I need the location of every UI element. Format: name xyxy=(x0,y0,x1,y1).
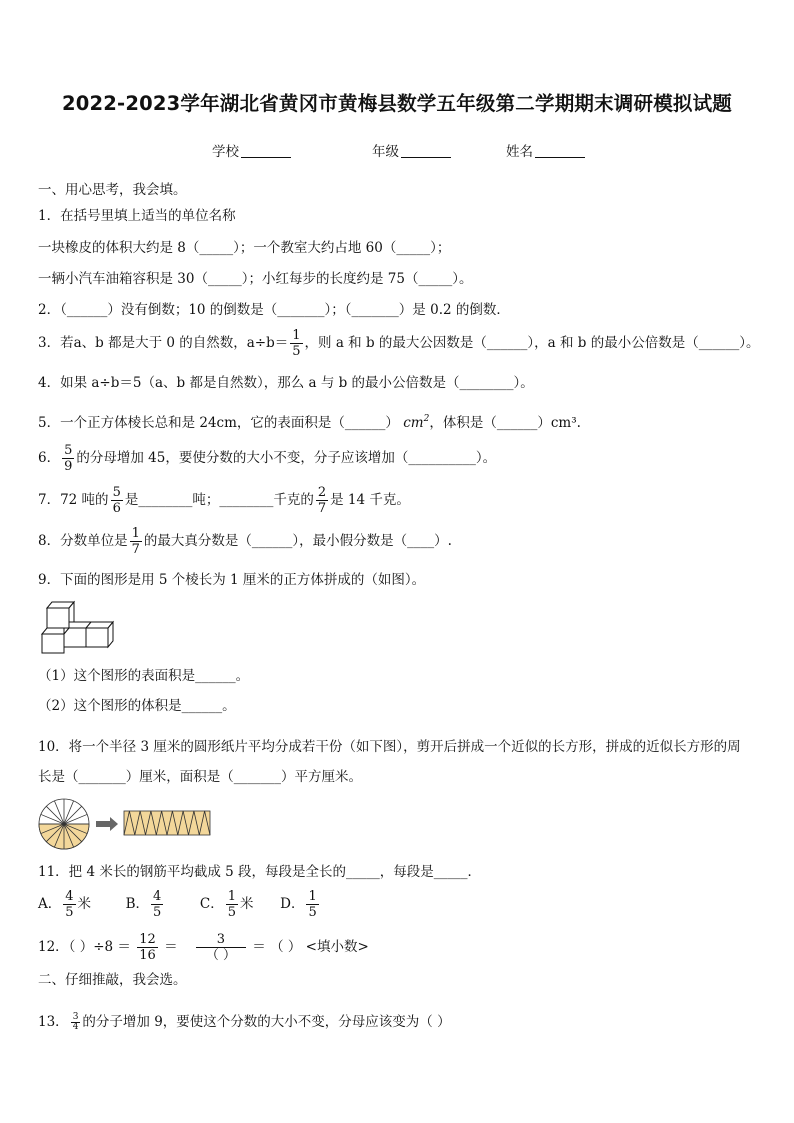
cubes-figure xyxy=(40,598,116,654)
school-field: 学校 xyxy=(212,140,291,160)
school-blank[interactable] xyxy=(241,143,291,158)
question-2: 2．（______）没有倒数；10 的倒数是（_______）；（_______）是 0.2 的倒数． xyxy=(38,302,510,318)
question-8: 8．分数单位是 $\frac{1}{7}$ 的最大真分数是（______），最小假分数是（____）. xyxy=(38,526,452,557)
name-blank[interactable] xyxy=(535,143,585,158)
fraction: $\frac{5}{9}$ xyxy=(64,443,73,474)
question-1-stem: 1．在括号里填上适当的单位名称 xyxy=(38,208,236,224)
page-title: 2022-2023学年湖北省黄冈市黄梅县数学五年级第二学期期末调研模拟试题 xyxy=(61,92,733,115)
question-7: 7．72 吨的 $\frac{5}{6}$ 是________吨；________千克的 $\frac{2}{7}$ 是 14 千克。 xyxy=(38,485,410,516)
section-heading-1: 一、用心思考，我会填。 xyxy=(38,182,187,198)
arrow-icon xyxy=(96,817,118,831)
fraction: $\frac{3}{4}$ xyxy=(72,1012,79,1032)
question-11-options xyxy=(38,889,321,920)
fraction: $\frac{1}{5}$ xyxy=(227,889,237,920)
question-5: 5．一个正方体棱长总和是 24cm，它的表面积是（______） $cm^2$，体积是（______）cm³. xyxy=(38,414,581,431)
question-9-stem: 9．下面的图形是用 5 个棱长为 1 厘米的正方体拼成的（如图）。 xyxy=(38,572,426,588)
question-3: 3．若a、b 都是大于 0 的自然数，a÷b＝ $\frac{1}{5}$ ，则 a 和 b 的最大公因数是（______），a 和 b 的最小公倍数是（______）。 xyxy=(38,328,760,359)
question-6: 6． $\frac{5}{9}$ 的分母增加 45，要使分数的大小不变，分子应该增加（__________）。 xyxy=(38,443,497,474)
fraction: $\frac{1}{7}$ xyxy=(131,526,140,557)
fraction: $\frac{1}{5}$ xyxy=(292,328,301,359)
question-4: 4．如果 a÷b＝5（a、b 都是自然数），那么 a 与 b 的最小公倍数是（________）。 xyxy=(38,375,534,391)
option-c[interactable]: C． $\frac{1}{5}$ 米 xyxy=(199,889,254,920)
fraction: $\frac{3}{( )}$ xyxy=(196,932,246,963)
option-d[interactable]: D． $\frac{1}{5}$ xyxy=(280,889,317,920)
fraction: $\frac{1}{5}$ xyxy=(308,889,317,920)
fraction: $\frac{4}{5}$ xyxy=(65,889,74,920)
fraction: $\frac{2}{7}$ xyxy=(317,485,327,516)
question-9-sub-1: （1）这个图形的表面积是______。 xyxy=(38,668,250,684)
fraction: $\frac{4}{5}$ xyxy=(153,889,162,920)
question-10-line-2: 长是（_______）厘米，面积是（_______）平方厘米。 xyxy=(38,769,362,785)
question-13: 13． $\frac{3}{4}$ 的分子增加 9，要使这个分数的大小不变，分母应该变为（ ） xyxy=(38,1012,451,1032)
option-a[interactable]: A． $\frac{4}{5}$ 米 xyxy=(38,889,92,920)
grade-blank[interactable] xyxy=(401,143,451,158)
question-1-line-1: 一块橡皮的体积大约是 8（_____）；一个教室大约占地 60（_____）； xyxy=(38,240,451,256)
circle-to-rectangle-figure xyxy=(38,798,214,850)
question-10-line-1: 10．将一个半径 3 厘米的圆形纸片平均分成若干份（如下图），剪开后拼成一个近似的长方形，拼成的近似长方形的周 xyxy=(38,739,741,755)
question-1-line-2: 一辆小汽车油箱容积是 30（_____）；小红每步的长度约是 75（_____）。 xyxy=(38,271,473,287)
question-11-stem: 11．把 4 米长的钢筋平均截成 5 段，每段是全长的_____，每段是_____． xyxy=(38,864,482,880)
question-9-sub-2: （2）这个图形的体积是______。 xyxy=(38,698,236,714)
name-field: 姓名 xyxy=(506,140,585,160)
grade-field: 年级 xyxy=(372,140,451,160)
question-12: 12．（ ）÷8 ＝ $\frac{12}{16}$ ＝ $\frac{3}{( )}$ ＝ （ ） <填小数> xyxy=(38,932,369,963)
option-b[interactable]: B． $\frac{4}{5}$ xyxy=(125,889,162,920)
fraction: $\frac{5}{6}$ xyxy=(112,485,121,516)
fraction: $\frac{12}{16}$ xyxy=(139,932,156,963)
unit-cm2: $cm^2$ xyxy=(403,414,430,431)
section-heading-2: 二、仔细推敲，我会选。 xyxy=(38,972,187,988)
